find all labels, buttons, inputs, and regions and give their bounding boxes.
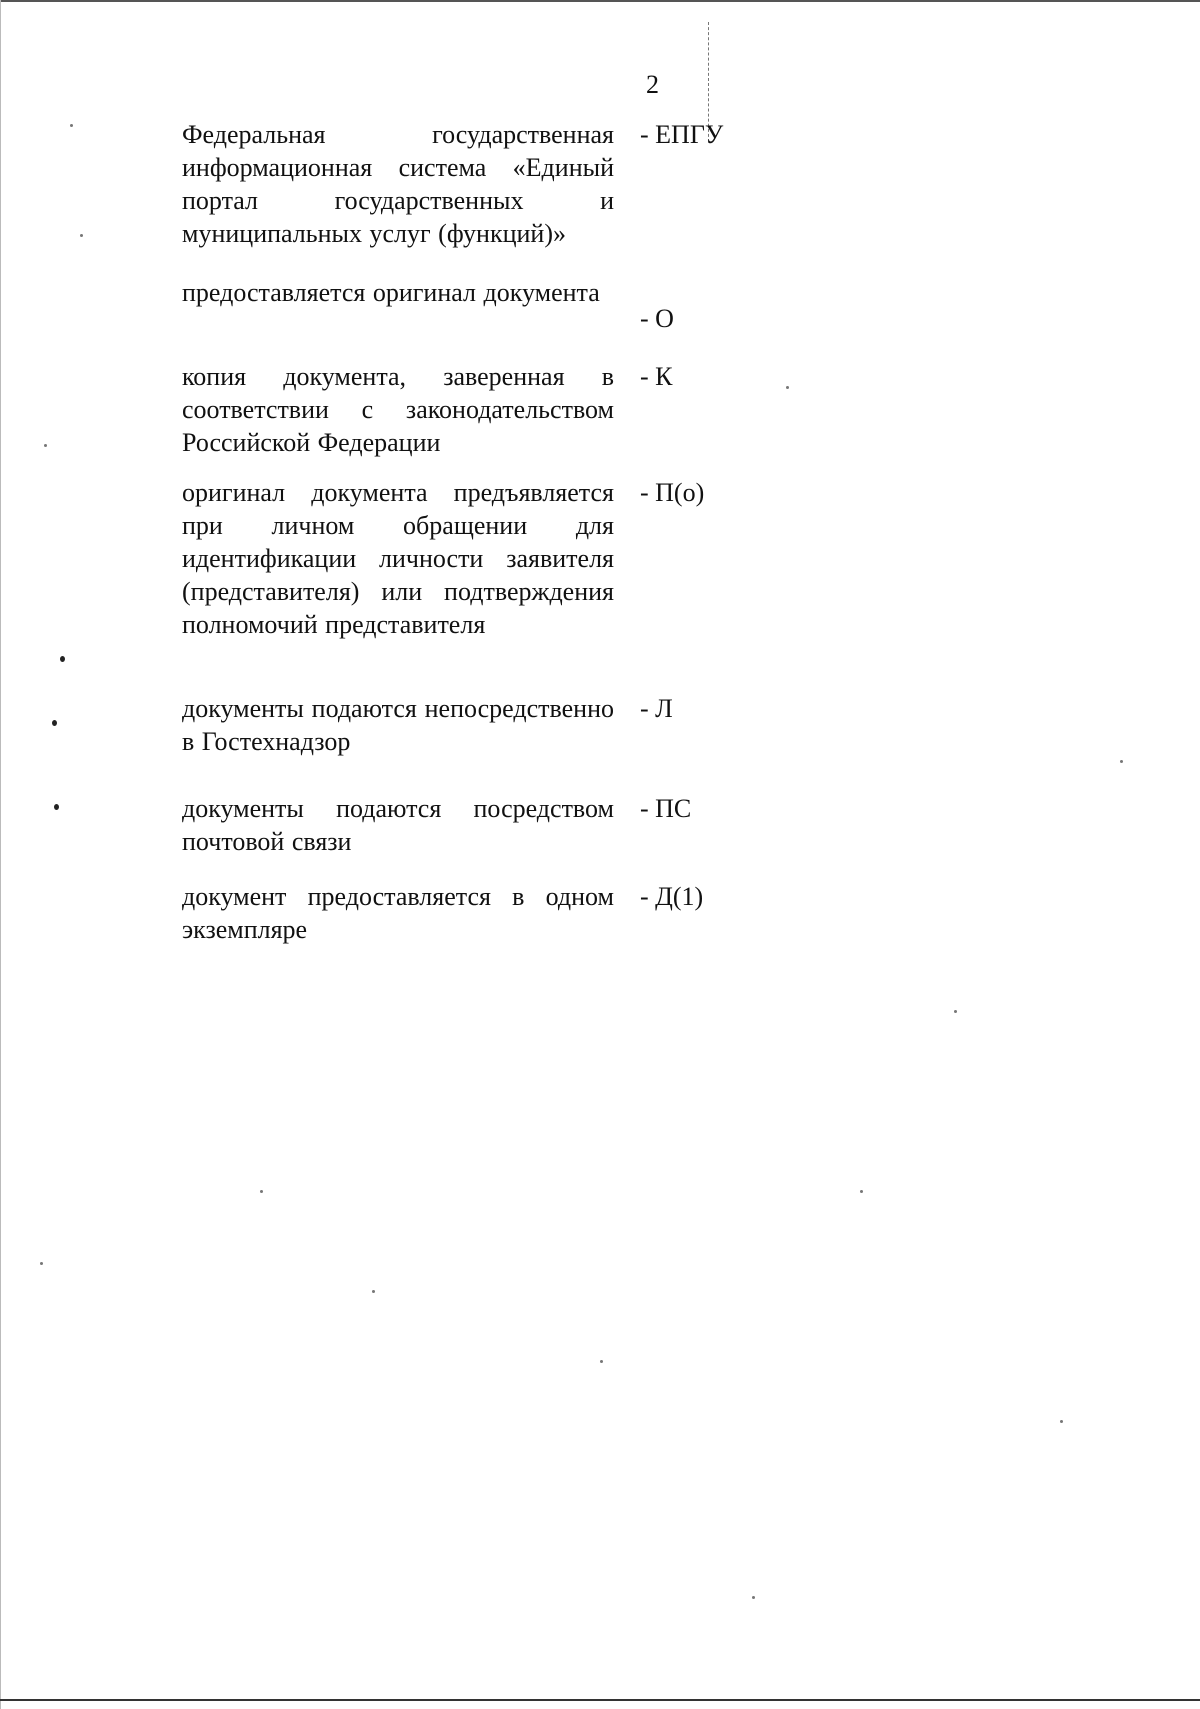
legend-description: документы подаются посредством почтовой связи <box>182 794 614 856</box>
scan-speck <box>860 1190 863 1193</box>
scan-speck <box>1120 760 1123 763</box>
legend-code: - О <box>640 304 674 333</box>
scan-speck <box>40 1262 43 1265</box>
legend-description: документ предоставляется в одном экземпляре <box>182 882 614 944</box>
legend-code: - Л <box>640 694 673 723</box>
scan-speck <box>372 1290 375 1293</box>
scan-speck <box>260 1190 263 1193</box>
scan-speck <box>44 444 47 447</box>
scan-speck <box>752 1596 755 1599</box>
scan-speck <box>954 1010 957 1013</box>
scan-speck <box>54 804 59 810</box>
legend-description: Федеральная государственная информационная система «Единый портал государственных и муниципальных услуг (функций)» <box>182 120 614 248</box>
scan-speck <box>70 124 73 127</box>
scan-speck <box>80 234 83 237</box>
scan-speck <box>600 1360 603 1363</box>
legend-code: - П(о) <box>640 478 705 507</box>
legend-description: предоставляется оригинал документа <box>182 278 600 307</box>
scan-speck <box>52 720 57 726</box>
scan-speck <box>60 656 65 662</box>
legend-description: документы подаются непосредственно в Гостехнадзор <box>182 694 614 756</box>
page-number: 2 <box>646 70 659 99</box>
legend-description: оригинал документа предъявляется при личном обращении для идентификации личности заявителя (представителя) или подтверждения полномочий представителя <box>182 478 614 639</box>
legend-code: - К <box>640 362 673 391</box>
legend-code: - Д(1) <box>640 882 704 911</box>
legend-code: - ПС <box>640 794 692 823</box>
scan-edge-left <box>0 0 1 1709</box>
legend-description: копия документа, заверенная в соответствии с законодательством Российской Федерации <box>182 362 614 457</box>
scan-speck <box>1060 1420 1063 1423</box>
scan-speck <box>786 386 789 389</box>
scan-edge-top <box>0 0 1200 2</box>
scan-edge-bottom <box>0 1699 1200 1701</box>
legend-code: - ЕПГУ <box>640 120 724 149</box>
